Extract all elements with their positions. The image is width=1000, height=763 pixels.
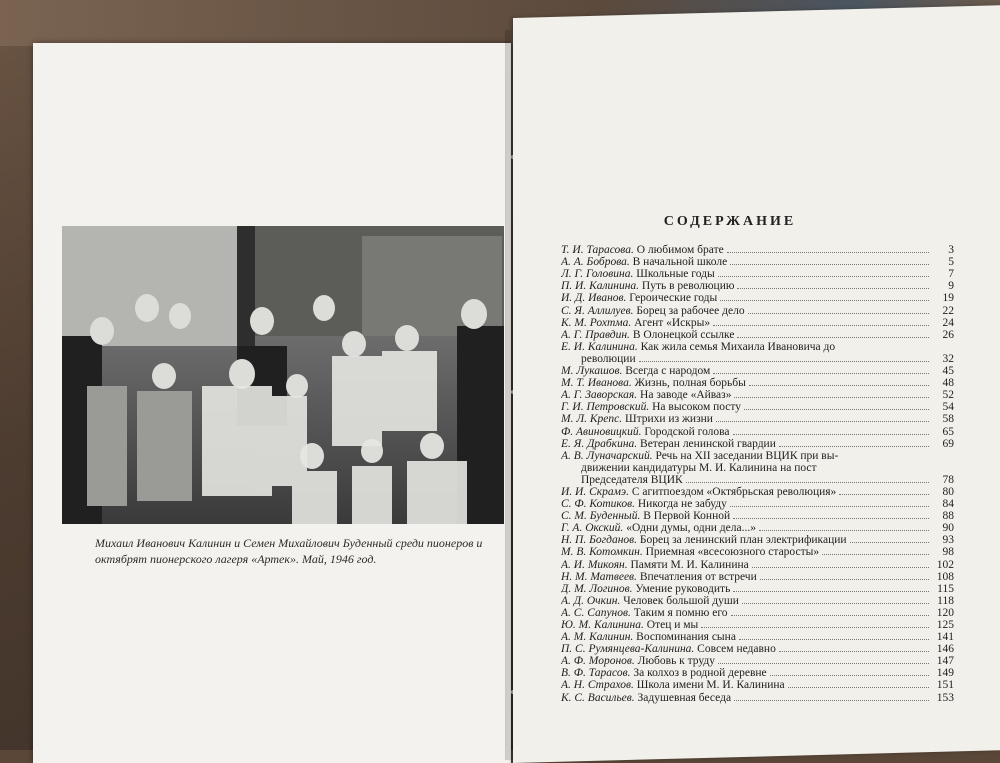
toc-entry-text bbox=[561, 498, 727, 510]
toc-page-number: 32 bbox=[942, 352, 954, 365]
toc-page-number: 90 bbox=[942, 522, 954, 535]
toc-page-number: 26 bbox=[942, 328, 954, 341]
toc-entry bbox=[561, 377, 954, 389]
toc-author: Л. Г. Головина. bbox=[561, 268, 634, 281]
toc-page-number: 54 bbox=[942, 401, 954, 414]
table-of-contents bbox=[561, 244, 954, 704]
toc-author: В. Ф. Тарасов. bbox=[561, 667, 631, 680]
toc-entry-text bbox=[561, 474, 683, 486]
toc-leader-dots bbox=[731, 615, 929, 616]
toc-title-text: Задушевная беседа bbox=[634, 691, 732, 704]
toc-page-number: 52 bbox=[942, 389, 954, 402]
toc-page-number: 3 bbox=[948, 244, 954, 257]
toc-author: Е. И. Калинина. bbox=[561, 340, 638, 353]
toc-title-text: Штрихи из жизни bbox=[622, 413, 713, 426]
toc-entry bbox=[561, 304, 954, 316]
toc-entry-text bbox=[561, 244, 724, 256]
toc-leader-dots bbox=[770, 675, 929, 676]
toc-author: М. В. Котомкин. bbox=[561, 546, 643, 559]
toc-entry-text bbox=[561, 631, 736, 643]
toc-entry-text bbox=[561, 256, 727, 268]
toc-leader-dots bbox=[748, 313, 929, 314]
toc-page-number: 108 bbox=[936, 570, 954, 583]
toc-author: С. Ф. Котиков. bbox=[561, 498, 635, 511]
toc-entry-text bbox=[561, 619, 698, 631]
toc-title-text: С агитпоездом «Октябрьская революция» bbox=[628, 485, 837, 498]
toc-author: И. И. Скрамэ. bbox=[561, 485, 629, 498]
toc-title-text: В начальной школе bbox=[629, 256, 728, 269]
toc-page-number: 7 bbox=[948, 268, 954, 281]
toc-title-text: В Первой Конной bbox=[640, 510, 731, 523]
toc-entry bbox=[561, 619, 954, 631]
toc-author: Т. И. Тарасова. bbox=[561, 244, 634, 257]
toc-entry bbox=[561, 413, 954, 425]
toc-leader-dots bbox=[730, 264, 929, 265]
toc-author: Д. М. Логинов. bbox=[561, 582, 633, 595]
toc-title-text: Как жила семья Михаила Ивановича до bbox=[637, 340, 836, 353]
toc-entry-text bbox=[561, 329, 734, 341]
toc-entry-text bbox=[561, 341, 835, 353]
toc-author: А. Н. Страхов. bbox=[561, 679, 634, 692]
toc-page-number: 115 bbox=[937, 582, 954, 595]
toc-entry bbox=[561, 486, 954, 498]
toc-title-text: Памяти М. И. Калинина bbox=[627, 558, 749, 571]
toc-entry bbox=[561, 571, 954, 583]
toc-author: Ю. М. Калинина. bbox=[561, 619, 644, 631]
toc-entry bbox=[561, 244, 954, 256]
toc-page-number: 98 bbox=[942, 546, 954, 559]
toc-entry-text bbox=[561, 389, 731, 401]
toc-entry bbox=[561, 401, 954, 413]
toc-author: К. М. Рохтма. bbox=[561, 316, 632, 329]
toc-page-number: 120 bbox=[936, 606, 954, 619]
toc-entry bbox=[561, 655, 954, 667]
toc-leader-dots bbox=[734, 700, 929, 701]
toc-page-number: 80 bbox=[942, 485, 954, 498]
toc-entry-text bbox=[561, 438, 776, 450]
toc-entry bbox=[561, 280, 954, 292]
toc-author: С. М. Буденный. bbox=[561, 510, 641, 523]
toc-title-text: Человек большой души bbox=[620, 594, 739, 607]
toc-page-number: 151 bbox=[936, 679, 954, 692]
toc-title-text: Отец и мы bbox=[643, 619, 699, 631]
toc-entry bbox=[561, 667, 954, 679]
toc-entry bbox=[561, 595, 954, 607]
toc-entry-text bbox=[561, 317, 710, 329]
toc-entry bbox=[561, 462, 954, 474]
toc-entry-text bbox=[561, 559, 749, 571]
toc-author: С. Я. Аллилуев. bbox=[561, 304, 634, 317]
toc-author: М. Лукашов. bbox=[561, 365, 623, 378]
toc-leader-dots bbox=[639, 361, 929, 362]
toc-leader-dots bbox=[733, 518, 929, 519]
toc-leader-dots bbox=[720, 300, 929, 301]
toc-entry bbox=[561, 317, 954, 329]
toc-author: Ф. Авиновицкий. bbox=[561, 425, 642, 438]
toc-entry bbox=[561, 474, 954, 486]
toc-leader-dots bbox=[742, 603, 929, 604]
toc-entry-text bbox=[561, 510, 730, 522]
toc-title-text: Воспоминания сына bbox=[633, 631, 736, 644]
toc-entry bbox=[561, 607, 954, 619]
toc-page-number: 153 bbox=[936, 691, 954, 704]
toc-entry bbox=[561, 510, 954, 522]
toc-title-text: В Олонецкой ссылке bbox=[629, 328, 735, 341]
toc-page-number: 149 bbox=[936, 667, 954, 680]
toc-entry-text bbox=[561, 655, 715, 667]
toc-entry-text bbox=[561, 401, 741, 413]
toc-author: И. Д. Иванов. bbox=[561, 292, 627, 305]
toc-title: СОДЕРЖАНИЕ bbox=[663, 214, 797, 229]
toc-leader-dots bbox=[744, 409, 929, 410]
toc-page-number: 84 bbox=[942, 498, 954, 511]
toc-author: А. И. Микоян. bbox=[561, 558, 628, 571]
toc-author: Н. М. Матвеев. bbox=[561, 570, 637, 583]
toc-author: Г. А. Окский. bbox=[561, 522, 624, 535]
toc-author: А. Ф. Моронов. bbox=[561, 655, 635, 668]
toc-page-number: 48 bbox=[942, 377, 954, 390]
toc-entry-text bbox=[561, 280, 734, 292]
toc-leader-dots bbox=[779, 446, 929, 447]
toc-leader-dots bbox=[752, 567, 929, 568]
toc-title-text: На заводе «Айваз» bbox=[637, 389, 732, 402]
toc-page-number: 69 bbox=[942, 437, 954, 450]
toc-entry bbox=[561, 522, 954, 534]
toc-entry-text bbox=[561, 534, 847, 546]
toc-page-number: 102 bbox=[936, 558, 954, 571]
toc-title-text: «Одни думы, одни дела...» bbox=[623, 522, 756, 535]
toc-leader-dots bbox=[839, 494, 929, 495]
toc-entry-text bbox=[561, 692, 731, 704]
toc-title-text: Школьные годы bbox=[633, 268, 715, 281]
toc-entry-text bbox=[561, 607, 728, 619]
toc-page-number: 147 bbox=[936, 655, 954, 668]
toc-page-number: 88 bbox=[942, 510, 954, 523]
toc-entry-text bbox=[561, 450, 838, 462]
toc-page-number: 65 bbox=[942, 425, 954, 438]
toc-page-number: 146 bbox=[936, 643, 954, 656]
toc-leader-dots bbox=[686, 482, 929, 483]
toc-page-number: 22 bbox=[942, 304, 954, 317]
toc-leader-dots bbox=[822, 554, 929, 555]
toc-title-text: Впечатления от встречи bbox=[636, 570, 757, 583]
toc-entry-text bbox=[561, 667, 767, 679]
toc-entry-text bbox=[561, 353, 636, 365]
toc-author: А. В. Луначарский. bbox=[561, 449, 653, 462]
toc-entry bbox=[561, 583, 954, 595]
toc-entry bbox=[561, 353, 954, 365]
toc-author: Н. П. Богданов. bbox=[561, 534, 638, 547]
toc-entry-text bbox=[561, 413, 713, 425]
toc-author: М. Т. Иванова. bbox=[561, 377, 632, 390]
toc-author: А. Г. Заворская. bbox=[561, 389, 638, 402]
toc-entry bbox=[561, 292, 954, 304]
toc-author: А. Г. Правдин. bbox=[561, 328, 630, 341]
toc-title-text: Председателя ВЦИК bbox=[581, 473, 683, 486]
toc-author: К. С. Васильев. bbox=[561, 691, 635, 704]
toc-entry bbox=[561, 691, 954, 703]
toc-entry bbox=[561, 558, 954, 570]
toc-title-text: Путь в революцию bbox=[639, 280, 735, 293]
toc-title-text: Совсем недавно bbox=[694, 643, 776, 656]
toc-leader-dots bbox=[727, 252, 929, 253]
toc-author: П. С. Румянцева-Калинина. bbox=[561, 643, 695, 656]
toc-author: А. М. Калинин. bbox=[561, 631, 634, 644]
toc-title-text: Жизнь, полная борьбы bbox=[631, 377, 746, 390]
toc-title-text: Борец за рабочее дело bbox=[633, 304, 745, 317]
toc-entry bbox=[561, 425, 954, 437]
toc-leader-dots bbox=[733, 591, 929, 592]
toc-author: Г. И. Петровский. bbox=[561, 401, 650, 414]
left-page bbox=[33, 43, 511, 763]
toc-leader-dots bbox=[749, 385, 929, 386]
toc-leader-dots bbox=[737, 337, 929, 338]
toc-title-text: революции bbox=[581, 352, 636, 365]
toc-title-text: Приемная «всесоюзного старосты» bbox=[642, 546, 820, 559]
toc-leader-dots bbox=[733, 434, 929, 435]
toc-entry bbox=[561, 438, 954, 450]
toc-entry bbox=[561, 534, 954, 546]
toc-page-number: 9 bbox=[948, 280, 954, 293]
toc-entry-text bbox=[561, 595, 739, 607]
toc-title-text: движении кандидатуры М. И. Калинина на пост bbox=[581, 461, 817, 474]
toc-entry-text bbox=[561, 571, 757, 583]
toc-page-number: 45 bbox=[942, 365, 954, 378]
toc-entry bbox=[561, 256, 954, 268]
toc-leader-dots bbox=[718, 663, 929, 664]
toc-entry bbox=[561, 365, 954, 377]
toc-leader-dots bbox=[713, 373, 929, 374]
toc-leader-dots bbox=[701, 627, 929, 628]
group-photo bbox=[62, 226, 504, 524]
toc-leader-dots bbox=[739, 639, 929, 640]
toc-leader-dots bbox=[788, 687, 929, 688]
toc-title-text: Агент «Искры» bbox=[631, 316, 711, 329]
photo-caption: Михаил Иванович Калинин и Семен Михайлович Буденный среди пионеров и октябрят пионерского лагеря «Артек». Май, 1946 год. bbox=[95, 536, 483, 566]
toc-entry bbox=[561, 679, 954, 691]
toc-page-number: 19 bbox=[942, 292, 954, 305]
toc-entry bbox=[561, 268, 954, 280]
toc-entry-text bbox=[561, 546, 819, 558]
toc-leader-dots bbox=[737, 288, 929, 289]
toc-title-text: Любовь к труду bbox=[634, 655, 716, 668]
toc-title-text: Речь на XII заседании ВЦИК при вы- bbox=[652, 449, 839, 462]
toc-entry bbox=[561, 450, 954, 462]
toc-page-number: 24 bbox=[942, 316, 954, 329]
toc-entry-text bbox=[561, 377, 746, 389]
toc-page-number: 58 bbox=[942, 413, 954, 426]
toc-page-number: 125 bbox=[936, 619, 954, 631]
toc-author: А. С. Сапунов. bbox=[561, 606, 631, 619]
toc-title-text: Таким я помню его bbox=[630, 606, 728, 619]
toc-entry bbox=[561, 643, 954, 655]
toc-entry bbox=[561, 498, 954, 510]
toc-leader-dots bbox=[716, 421, 929, 422]
toc-leader-dots bbox=[760, 579, 929, 580]
toc-entry-text bbox=[561, 292, 717, 304]
toc-title-text: Никогда не забуду bbox=[634, 498, 727, 511]
toc-entry-text bbox=[561, 268, 715, 280]
toc-title-text: За колхоз в родной деревне bbox=[630, 667, 767, 680]
toc-entry-text bbox=[561, 583, 730, 595]
toc-page-number: 78 bbox=[942, 473, 954, 486]
toc-author: А. А. Боброва. bbox=[561, 256, 630, 269]
toc-author: А. Д. Очкин. bbox=[561, 594, 621, 607]
toc-entry bbox=[561, 631, 954, 643]
toc-entry-text bbox=[561, 365, 710, 377]
toc-author: Е. Я. Драбкина. bbox=[561, 437, 638, 450]
toc-entry-text bbox=[561, 522, 756, 534]
toc-leader-dots bbox=[759, 530, 929, 531]
toc-title-text: Героические годы bbox=[626, 292, 718, 305]
toc-leader-dots bbox=[850, 542, 929, 543]
toc-entry-text bbox=[561, 305, 745, 317]
toc-page-number: 5 bbox=[948, 256, 954, 269]
toc-title-text: Ветеран ленинской гвардии bbox=[637, 437, 776, 450]
toc-leader-dots bbox=[713, 325, 929, 326]
toc-title-text: На высоком посту bbox=[649, 401, 742, 414]
toc-entry bbox=[561, 546, 954, 558]
toc-entry-text bbox=[561, 679, 785, 691]
toc-page-number: 141 bbox=[936, 631, 954, 644]
toc-entry-text bbox=[561, 426, 730, 438]
toc-entry bbox=[561, 389, 954, 401]
toc-entry bbox=[561, 341, 954, 353]
toc-title-text: Всегда с народом bbox=[622, 365, 711, 378]
toc-page-number: 118 bbox=[937, 594, 954, 607]
toc-entry-text bbox=[561, 462, 817, 474]
toc-leader-dots bbox=[718, 276, 929, 277]
toc-title-text: Борец за ленинский план электрификации bbox=[637, 534, 847, 547]
toc-leader-dots bbox=[734, 397, 929, 398]
toc-title-text: Городской голова bbox=[641, 425, 730, 438]
toc-entry-text bbox=[561, 486, 836, 498]
toc-leader-dots bbox=[779, 651, 929, 652]
toc-author: П. И. Калинина. bbox=[561, 280, 640, 293]
toc-author: М. Л. Крепс. bbox=[561, 413, 623, 426]
toc-title-text: Школа имени М. И. Калинина bbox=[633, 679, 785, 692]
toc-title-text: О любимом брате bbox=[633, 244, 724, 257]
toc-title-text: Умение руководить bbox=[632, 582, 731, 595]
toc-entry bbox=[561, 329, 954, 341]
toc-leader-dots bbox=[730, 506, 929, 507]
toc-entry-text bbox=[561, 643, 776, 655]
toc-page-number: 93 bbox=[942, 534, 954, 547]
